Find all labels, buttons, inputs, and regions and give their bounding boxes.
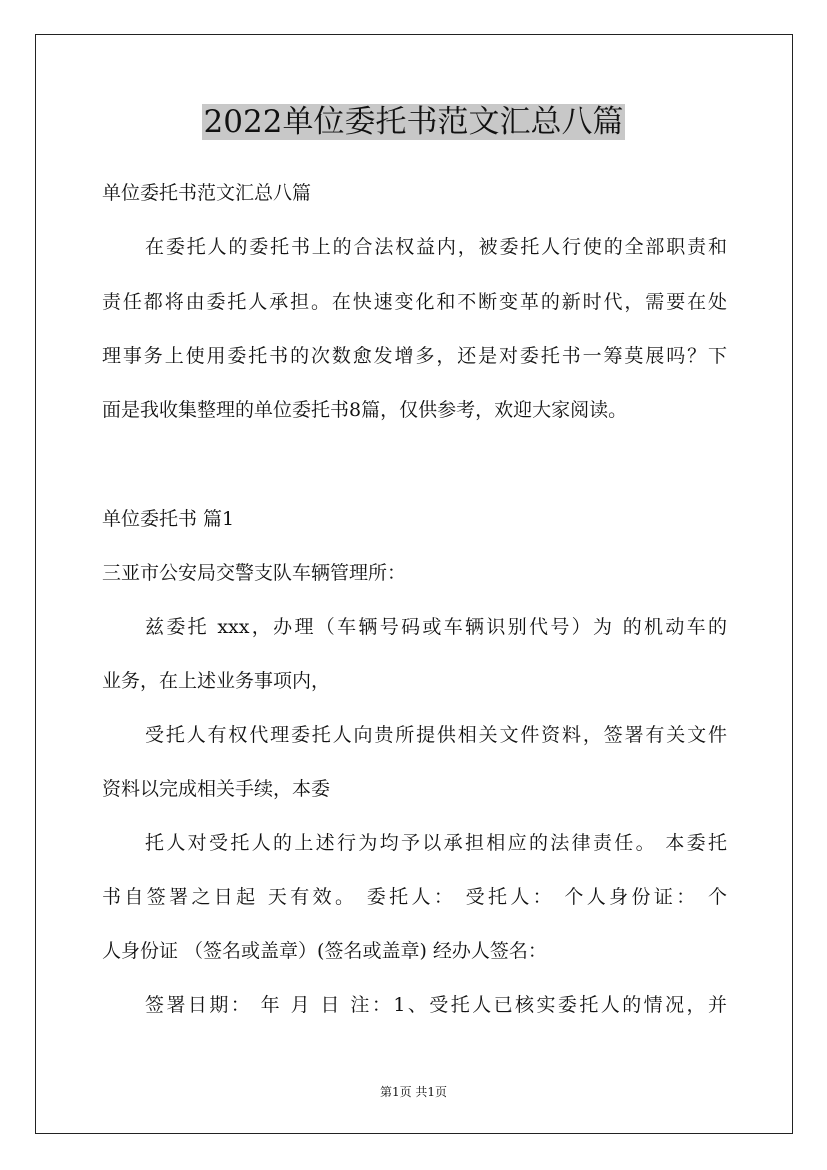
paragraph-line: 受托人有权代理委托人向贵所提供相关文件资料，签署有关文件 [145,724,727,746]
paragraph-line: 托人对受托人的上述行为均予以承担相应的法律责任。 本委托 [145,832,727,854]
page-number-footer: 第1页 共1页 [379,1085,448,1099]
paragraph-line: 签署日期： 年 月 日 注：1、受托人已核实委托人的情况，并 [145,994,727,1016]
paragraph-line: 书自签署之日起 天有效。 委托人： 受托人： 个人身份证： 个 [102,886,727,908]
document-title [0,102,827,142]
addressee-line: 三亚市公安局交警支队车辆管理所： [102,562,407,584]
paragraph-line: 在委托人的委托书上的合法权益内，被委托人行使的全部职责和 [145,236,727,258]
section-heading: 单位委托书 篇1 [102,508,235,530]
paragraph-line: 面是我收集整理的单位委托书8篇，仅供参考，欢迎大家阅读。 [102,399,628,421]
paragraph-line: 责任都将由委托人承担。在快速变化和不断变革的新时代，需要在处 [102,291,727,313]
paragraph-line: 理事务上使用委托书的次数愈发增多，还是对委托书一筹莫展吗？下 [102,345,727,367]
document-title-text: 2022单位委托书范文汇总八篇 [203,104,624,140]
paragraph-line: 兹委托 xxx，办理（车辆号码或车辆识别代号）为 的机动车的 [145,616,727,638]
paragraph-line: 资料以完成相关手续，本委 [102,778,331,800]
paragraph-line: 人身份证 （签名或盖章）(签名或盖章) 经办人签名： [102,940,547,962]
doc-subtitle: 单位委托书范文汇总八篇 [102,182,312,204]
paragraph-line: 业务，在上述业务事项内， [102,670,331,692]
